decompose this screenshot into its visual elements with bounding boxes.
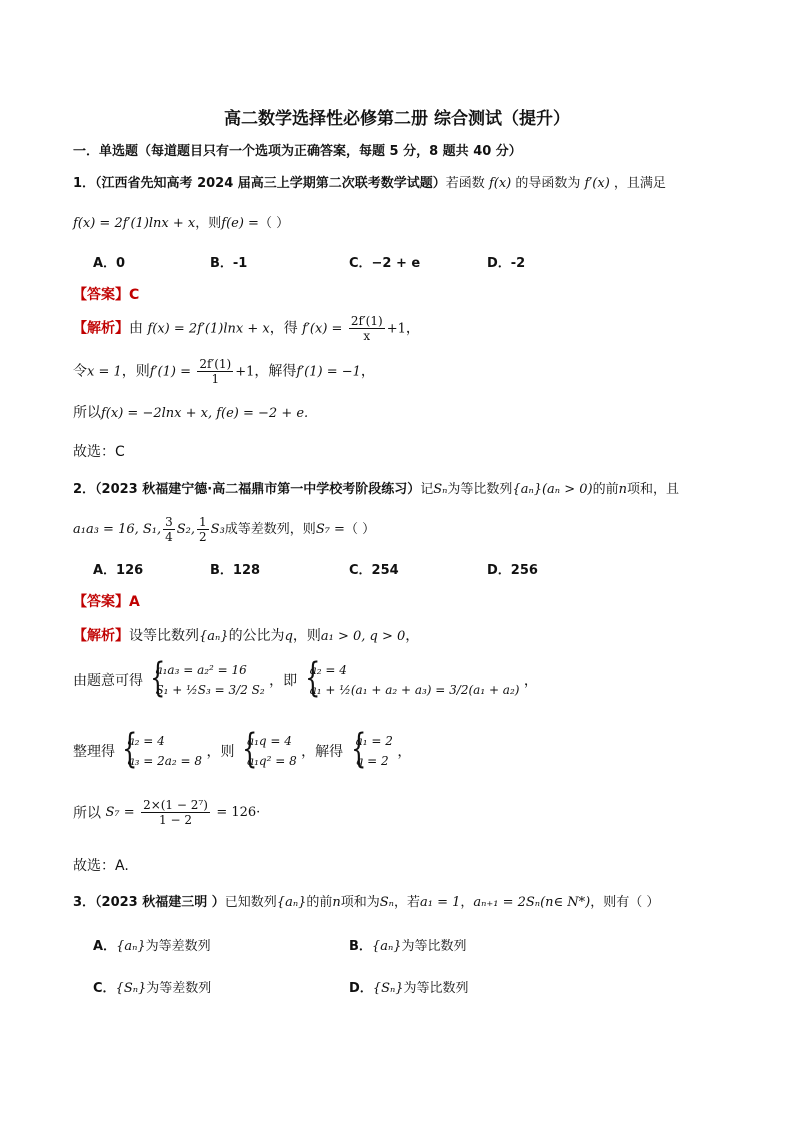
q3-option-b: B．{aₙ}为等比数列 xyxy=(349,939,467,954)
q2-option-c: C．254 xyxy=(349,563,399,578)
q2-option-a: A．126 xyxy=(93,563,144,578)
q1-choose: 故选：C xyxy=(73,444,125,460)
q2-analysis-line3: 整理得 { a₂ = 4 a₃ = 2a₂ = 8 ，则 { a₁q = 4 a₁q² = 8 ，解得 { a₁ = 2 q = 2 ， xyxy=(73,731,411,771)
q2-analysis-line4: 所以 S₇ = $\frac{\text{2×(1 − 2⁷)}}{1 - 2}$ = 126· xyxy=(73,798,261,827)
q2-choose: 故选：A. xyxy=(73,858,129,874)
q3-option-c: C．{Sₙ}为等差数列 xyxy=(93,981,212,996)
page-title: 高二数学选择性必修第二册 综合测试（提升） xyxy=(224,109,570,129)
section-heading: 一．单选题（每道题目只有一个选项为正确答案，每题 5 分，8 题共 40 分） xyxy=(73,144,522,159)
q3-stem: 3．（2023 秋福建三明 ）已知数列{aₙ}的前n项和为Sₙ，若a₁ = 1，aₙ₊₁ = 2Sₙ(n∈ N*)，则有（ ） xyxy=(73,895,660,910)
q2-stem: 2．（2023 秋福建宁德·高二福鼎市第一中学校考阶段练习）记Sₙ为等比数列{aₙ}(aₙ > 0)的前n项和，且 xyxy=(73,482,679,497)
q2-option-b: B．128 xyxy=(210,563,261,578)
q1-stem: 1．（江西省先知高考 2024 届高三上学期第二次联考数学试题）若函数 f(x) 的导函数为 f′(x) ，且满足 xyxy=(73,176,666,191)
q1-option-c: C．−2 + e xyxy=(349,256,421,271)
q3-option-a: A．{aₙ}为等差数列 xyxy=(93,939,211,954)
q2-analysis-line2: 由题意可得 { a₁a₃ = a₂² = 16 S₁ + ½S₃ = 3/2 S₂ ，即 { a₂ = 4 a₁ + ½(a₁ + a₂ + a₃) = 3/2(a₁ + a₂) ， xyxy=(73,660,538,700)
q1-answer: 【答案】C xyxy=(73,287,140,303)
q1-option-a: A．0 xyxy=(93,256,126,271)
q1-stem-line2: f(x) = 2f′(1)lnx + x，则f(e) =（ ） xyxy=(73,216,290,231)
q2-stem-line2: a₁a₃ = 16, S₁, $\frac{3}{4}$ S₂, $\frac{1}{2}$ S₃成等差数列，则S₇ =（ ） xyxy=(73,515,376,544)
q1-analysis-line3: 所以f(x) = −2lnx + x, f(e) = −2 + e. xyxy=(73,405,309,421)
q3-option-d: D．{Sₙ}为等比数列 xyxy=(349,981,469,996)
q2-analysis-line1: 【解析】设等比数列{aₙ}的公比为q，则a₁ > 0, q > 0， xyxy=(73,628,420,644)
q1-analysis-line2: 令x = 1，则f′(1) = $\frac{2f'(1)}{1}$ +1，解得f′(1) = −1， xyxy=(73,357,375,386)
q2-option-d: D．256 xyxy=(487,563,538,578)
q1-option-d: D．-2 xyxy=(487,256,526,271)
q1-option-b: B．-1 xyxy=(210,256,248,271)
q2-answer: 【答案】A xyxy=(73,594,140,610)
q1-analysis-line1: 【解析】由 f(x) = 2f′(1)lnx + x，得 f′(x) = $\frac{2f'(1)}{x}$ +1， xyxy=(73,314,420,343)
